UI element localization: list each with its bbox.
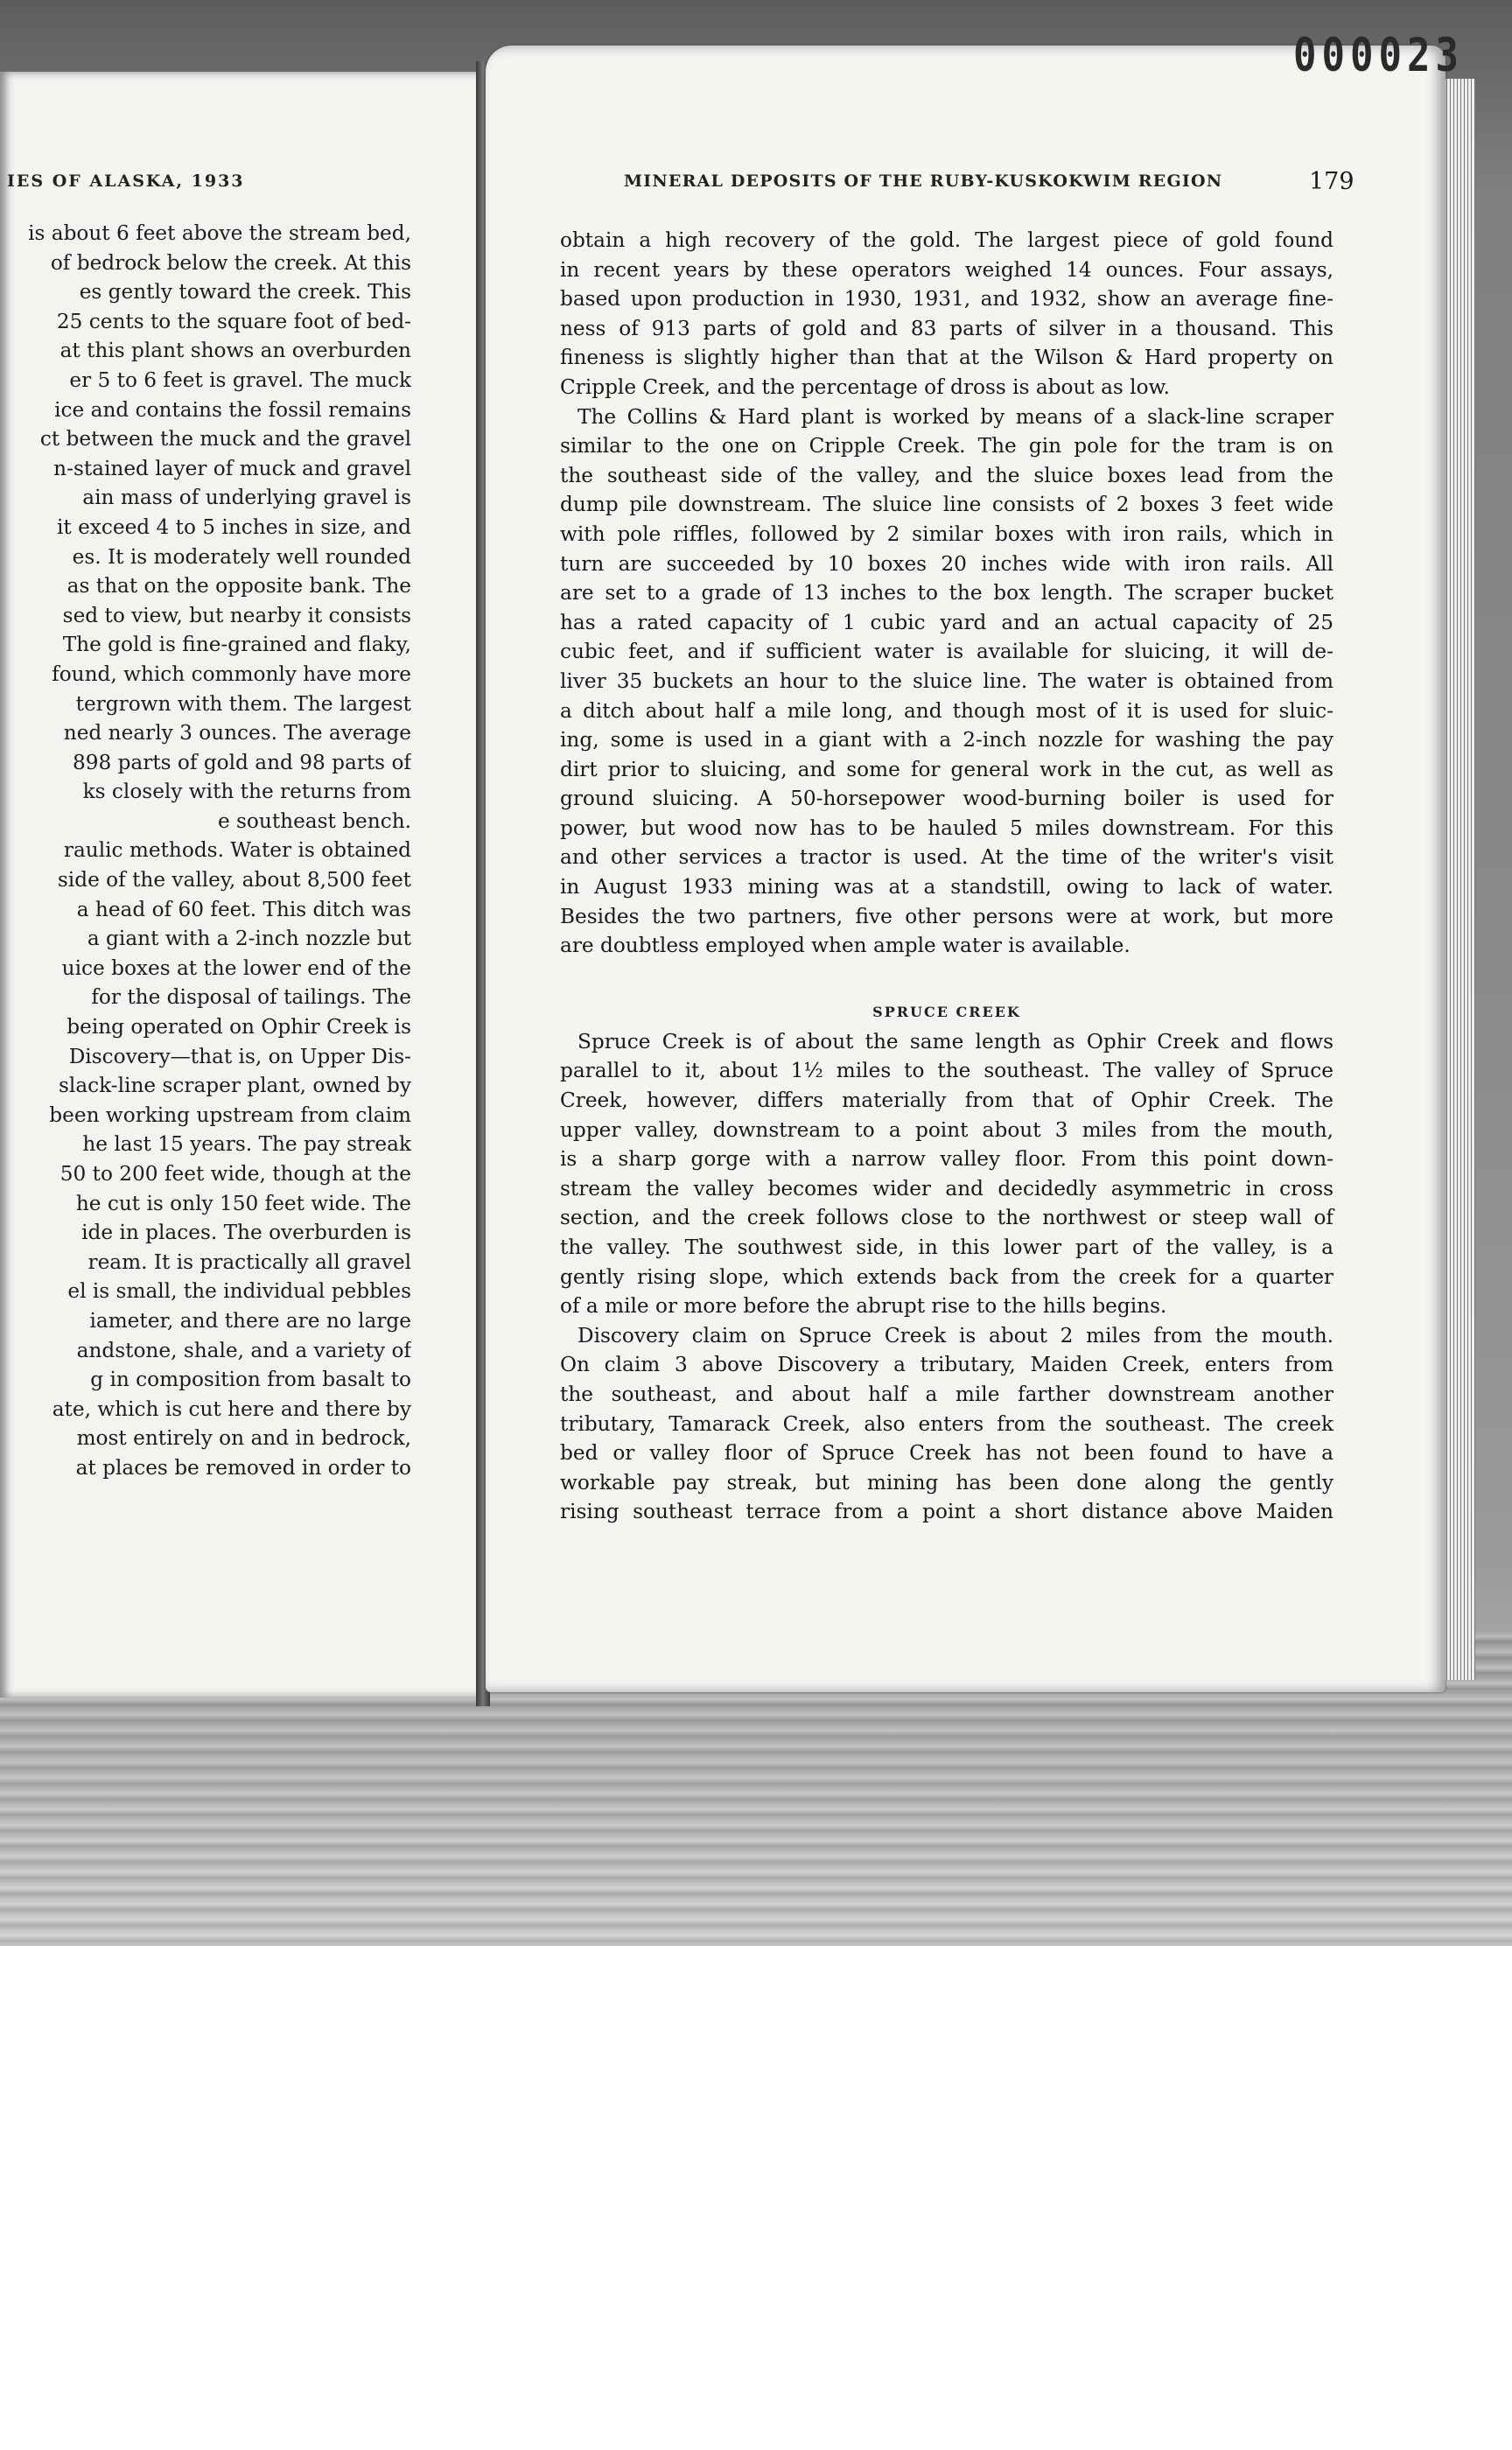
paragraph-spruce-creek — [560, 1027, 1334, 1321]
left-text-line: ks closely with the returns from — [82, 780, 411, 804]
text-line: The Collins & Hard plant is worked by means of a slack-line scraper — [578, 404, 1334, 429]
left-text-line: ned nearly 3 ounces. The average — [63, 721, 411, 746]
text-line: a ditch about half a mile long, and though most of it is used for sluic- — [560, 698, 1334, 723]
left-text-line: uice boxes at the lower end of the — [61, 956, 411, 980]
text-line: the valley. The southwest side, in this lower part of the valley, is a — [560, 1236, 1334, 1259]
left-text-line: slack-line scraper plant, owned by — [59, 1074, 411, 1098]
left-text-line: tergrown with them. The largest — [75, 691, 411, 716]
paragraph-gold-recovery — [560, 226, 1334, 402]
text-line: of a mile or more before the abrupt rise to the hills begins. — [560, 1294, 1167, 1319]
text-line: are set to a grade of 13 inches to the box length. The scraper bucket — [560, 581, 1334, 606]
left-text-line: a head of 60 feet. This ditch was — [76, 897, 411, 921]
text-line: has a rated capacity of 1 cubic yard and an actual capacity of 25 — [560, 610, 1334, 634]
left-text-line: n-stained layer of muck and gravel — [53, 456, 411, 480]
left-text-line: ate, which is cut here and there by — [52, 1396, 411, 1421]
left-text-line: sed to view, but nearby it consists — [62, 603, 411, 627]
left-text-line: ice and contains the fossil remains — [54, 397, 411, 422]
left-text-line: ide in places. The overburden is — [81, 1221, 411, 1245]
page-stack-edge — [1440, 79, 1475, 1680]
text-line: On claim 3 above Discovery a tributary, Maiden Creek, enters from — [560, 1353, 1334, 1377]
left-text-line: at places be removed in order to — [75, 1455, 411, 1480]
left-text-line: is about 6 feet above the stream bed, — [28, 221, 411, 245]
text-line: ground sluicing. A 50-horsepower wood-burning boiler is used for — [560, 787, 1334, 811]
left-text-line: 25 cents to the square foot of bed- — [56, 309, 411, 333]
right-page-text — [560, 226, 1334, 1527]
left-text-line: e southeast bench. — [217, 808, 411, 833]
left-text-line: er 5 to 6 feet is gravel. The muck — [69, 368, 411, 392]
left-text-line: most entirely on and in bedrock, — [76, 1426, 411, 1451]
text-line: rising southeast terrace from a point a short distance above Maiden — [560, 1500, 1334, 1524]
text-line: gently rising slope, which extends back from the creek for a quarter — [560, 1264, 1334, 1289]
paragraph-discovery-claim — [560, 1321, 1334, 1527]
left-text-line: of bedrock below the creek. At this — [50, 250, 411, 275]
text-line: workable pay streak, but mining has been done along the gently — [560, 1470, 1334, 1494]
left-text-line: it exceed 4 to 5 inches in size, and — [56, 514, 411, 539]
text-line: similar to the one on Cripple Creek. The gin pole for the tram is on — [560, 434, 1334, 458]
text-line: dirt prior to sluicing, and some for general work in the cut, as well as — [560, 757, 1334, 781]
left-page-text — [0, 219, 411, 1483]
text-line: with pole riffles, followed by 2 similar boxes with iron rails, which in — [560, 522, 1334, 546]
left-text-line: el is small, the individual pebbles — [67, 1279, 411, 1304]
text-line: the southeast, and about half a mile farther downstream another — [560, 1382, 1334, 1406]
text-line: liver 35 buckets an hour to the sluice line. The water is obtained from — [560, 668, 1334, 693]
left-text-line: g in composition from basalt to — [90, 1368, 411, 1392]
left-text-line: been working upstream from claim — [49, 1102, 411, 1127]
left-text-line: ct between the muck and the gravel — [39, 427, 411, 452]
left-text-line: being operated on Ophir Creek is — [66, 1015, 411, 1040]
left-text-line: raulic methods. Water is obtained — [63, 838, 411, 863]
text-line: stream the valley becomes wider and decidedly asymmetric in cross — [560, 1176, 1334, 1200]
text-line: obtain a high recovery of the gold. The largest piece of gold found — [560, 228, 1334, 252]
left-text-line: ain mass of underlying gravel is — [82, 486, 411, 510]
text-line: is a sharp gorge with a narrow valley floor. From this point down- — [560, 1147, 1334, 1172]
text-line: upper valley, downstream to a point about 3 miles from the mouth, — [560, 1117, 1334, 1142]
paragraph-collins-hard-plant — [560, 402, 1334, 961]
left-text-line: side of the valley, about 8,500 feet — [57, 868, 411, 892]
left-text-line: The gold is fine-grained and flaky, — [62, 633, 411, 657]
text-line: section, and the creek follows close to the northwest or steep wall of — [560, 1206, 1334, 1230]
right-running-header: MINERAL DEPOSITS OF THE RUBY-KUSKOKWIM REGION — [624, 172, 1223, 191]
left-text-line: a giant with a 2-inch nozzle but — [87, 927, 411, 951]
left-text-line: for the disposal of tailings. The — [91, 985, 411, 1010]
left-text-line: 898 parts of gold and 98 parts of — [72, 750, 411, 774]
text-line: Discovery claim on Spruce Creek is about 2 miles from the mouth. — [578, 1323, 1334, 1348]
text-line: Cripple Creek, and the percentage of dross is about as low. — [560, 374, 1171, 399]
text-line: Spruce Creek is of about the same length as Ophir Creek and flows — [578, 1029, 1334, 1054]
page-number: 179 — [1309, 168, 1354, 195]
left-text-line: es. It is moderately well rounded — [72, 544, 411, 569]
left-text-line: at this plant shows an overburden — [60, 339, 411, 363]
text-line: power, but wood now has to be hauled 5 miles downstream. For this — [560, 816, 1334, 840]
text-line: dump pile downstream. The sluice line consists of 2 boxes 3 feet wide — [560, 493, 1334, 517]
left-text-line: he cut is only 150 feet wide. The — [75, 1191, 411, 1215]
left-text-line: es gently toward the creek. This — [79, 280, 411, 304]
left-text-line: he last 15 years. The pay streak — [82, 1132, 411, 1157]
text-line: in August 1933 mining was at a standstill, owing to lack of water. — [560, 875, 1334, 900]
left-text-line: found, which commonly have more — [52, 662, 411, 686]
text-line: Besides the two partners, five other persons were at work, but more — [560, 904, 1334, 928]
text-line: cubic feet, and if sufficient water is available for sluicing, it will de- — [560, 640, 1334, 664]
text-line: ing, some is used in a giant with a 2-inch nozzle for washing the pay — [560, 728, 1334, 752]
left-text-line: iameter, and there are no large — [89, 1308, 411, 1333]
text-line: and other services a tractor is used. At the time of the writer's visit — [560, 845, 1334, 870]
left-text-line: as that on the opposite bank. The — [66, 574, 411, 598]
text-line: Creek, however, differs materially from that of Ophir Creek. The — [560, 1088, 1334, 1113]
section-heading: SPRUCE CREEK — [872, 1003, 1021, 1020]
stamp-number: 000023 — [1293, 28, 1464, 83]
section-gap — [560, 961, 1334, 998]
text-line: the southeast side of the valley, and the sluice boxes lead from the — [560, 463, 1334, 487]
text-line: based upon production in 1930, 1931, and 1932, show an average fine- — [560, 287, 1334, 312]
text-line: are doubtless employed when ample water is available. — [560, 934, 1130, 958]
left-running-header: IES OF ALASKA, 1933 — [7, 172, 245, 191]
text-line: turn are succeeded by 10 boxes 20 inches wide with iron rails. All — [560, 551, 1334, 576]
left-text-line: ream. It is practically all gravel — [88, 1250, 411, 1274]
left-text-line: 50 to 200 feet wide, though at the — [60, 1162, 411, 1186]
text-line: tributary, Tamarack Creek, also enters from the southeast. The creek — [560, 1411, 1334, 1436]
text-line: in recent years by these operators weighed 14 ounces. Four assays, — [560, 257, 1334, 282]
text-line: bed or valley floor of Spruce Creek has not been found to have a — [560, 1441, 1334, 1466]
left-text-line: Discovery—that is, on Upper Dis- — [68, 1044, 411, 1068]
text-line: ness of 913 parts of gold and 83 parts of silver in a thousand. This — [560, 316, 1334, 340]
left-text-line: andstone, shale, and a variety of — [76, 1338, 411, 1362]
text-line: parallel to it, about 1½ miles to the southeast. The valley of Spruce — [560, 1059, 1334, 1083]
text-line: fineness is slightly higher than that at the Wilson & Hard property on — [560, 346, 1334, 370]
